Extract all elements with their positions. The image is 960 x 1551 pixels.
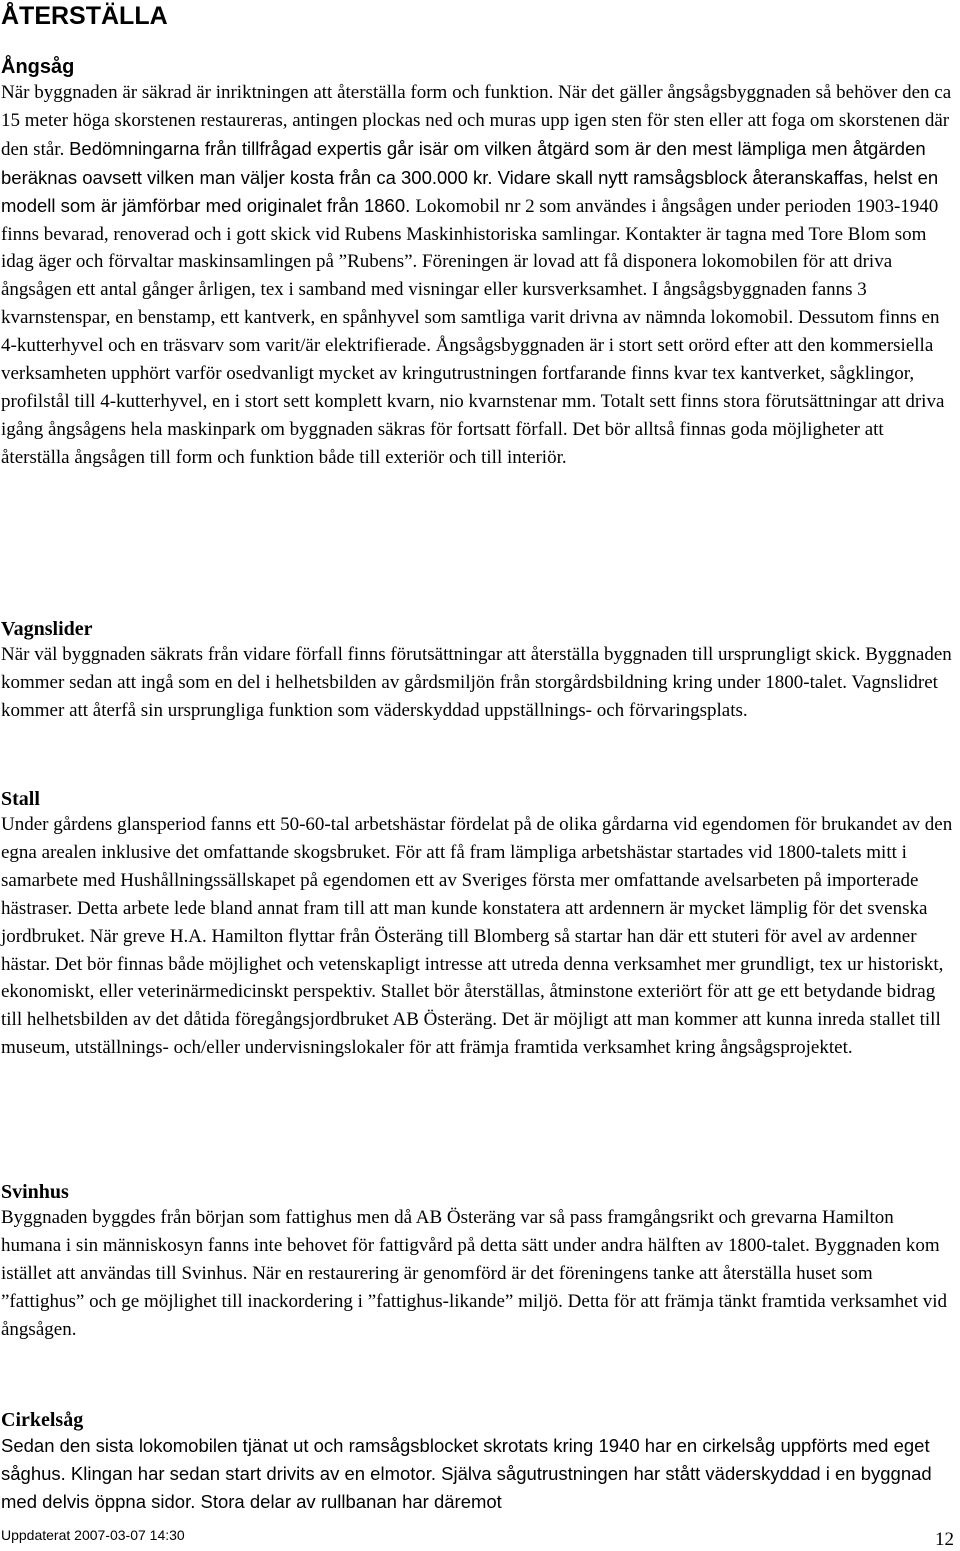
section-heading: Ångsåg [1, 56, 75, 78]
section-paragraph [1, 1432, 957, 1516]
section-svinhus [1, 1180, 957, 1344]
section-heading: Cirkelsåg [1, 1409, 84, 1431]
paragraph-run: Byggnaden byggdes från början som fattighus men då AB Österäng var så pass framgångsrikt och grevarna Hamilton humana i sin människosyn fanns inte behovet för fattigvård på detta sätt under andra hälften av 1800-talet. Byggnaden kom istället att användas till Svinhus. När en restaurering är genomförd är det föreningens tanke att återställa huset som ”fattighus” och ge möjlighet till inackordering i ”fattighus-likande” miljö. Detta för att främja tänkt framtida verksamhet vid ångsågen. [1, 1207, 952, 1340]
page-number: 12 [935, 1529, 954, 1550]
section-vagnslider [1, 617, 957, 725]
section-heading: Vagnslider [1, 618, 93, 640]
section-paragraph [1, 79, 957, 472]
paragraph-run: När väl byggnaden säkrats från vidare förfall finns förutsättningar att återställa byggnaden till ursprungligt skick. Byggnaden kommer sedan att ingå som en del i helhetsbilden av gårdsmiljön från storgårdsbildning kring under 1800-talet. Vagnslidret kommer att återfå sin ursprungliga funktion som väderskyddad uppställnings- och förvaringsplats. [1, 644, 957, 721]
section-paragraph [1, 641, 957, 725]
section-paragraph [1, 811, 957, 1062]
section-paragraph [1, 1204, 957, 1344]
footer-updated-timestamp: Uppdaterat 2007-03-07 14:30 [1, 1527, 185, 1543]
paragraph-run: Under gårdens glansperiod fanns ett 50-60-tal arbetshästar fördelat på de olika gårdarna vid egendomen för brukandet av den egna arealen inklusive det omfattande skogsbruket. För att få fram lämpliga arbetshästar startades vid 1800-talets mitt i samarbete med Hushållningssällskapet på egendomen ett av Sveriges första mer omfattande avelsarbeten på importerade hästraser. Detta arbete lede bland annat fram till att man kunde konstatera att ardennern är mycket lämplig för det svenska jordbruket. När greve H.A. Hamilton flyttar från Österäng till Blomberg så startar han där ett stuteri för avel av ardenner hästar. Det bör finnas både möjlighet och vetenskapligt intresse att utreda denna verksamhet mer grundligt, tex ur historiskt, ekonomiskt, eller veterinärmedicinskt perspektiv. Stallet bör återställas, åtminstone exteriört för att ge ett betydande bidrag till helhetsbilden av det dåtida föregångsjordbruket AB Österäng. Det är möjligt att man kommer att kunna inreda stallet till museum, utställnings- och/eller undervisningslokaler för att främja framtida verksamhet kring ångsågsprojektet. [1, 814, 957, 1059]
paragraph-run: När byggnaden är säkrad är inriktningen att återställa form och funktion. När det gäller ångsågsbyggnaden så behöver den ca 15 meter höga skorstenen restaureras, antingen plockas ned och muras upp igen sten för sten eller att foga om skorstenen där den står. [1, 82, 956, 160]
section-cirkelsag [1, 1408, 957, 1516]
paragraph-run: Lokomobil nr 2 som användes i ångsågen under perioden 1903-1940 finns bevarad, renoverad och i gott skick vid Rubens Maskinhistoriska samlingar. Kontakter är tagna med Tore Blom som idag äger och förvaltar maskinsamlingen på ”Rubens”. Föreningen är lovad att få disponera lokomobilen för att driva ångsågen ett antal gånger årligen, tex i samband med visningar eller kursverksamhet. I ångsågsbyggnaden fanns 3 kvarnstenspar, en benstamp, ett kantverk, en spånhyvel som samtliga varit drivna av nämnda lokomobil. Dessutom finns en 4-kutterhyvel och en träsvarv som varit/är elektrifierade. Ångsågsbyggnaden är i stort sett orörd efter att den kommersiella verksamheten upphört varför osedvanligt mycket av kringutrustningen fortfarande finns kvar tex kantverket, sågklingor, profilstål till 4-kutterhyvel, en i stort sett komplett kvarn, nio kvarnstenar mm. Totalt sett finns stora förutsättningar att driva igång ångsågens hela maskinpark om byggnaden säkras för fortsatt förfall. Det bör alltså finnas goda möjligheter att återställa ångsågen till form och funktion både till exteriör och till interiör. [1, 195, 950, 468]
section-heading: Stall [1, 788, 40, 810]
document-title: ÅTERSTÄLLA [1, 2, 168, 30]
section-angsag [1, 55, 957, 472]
paragraph-run: Bedömningarna från tillfrågad expertis går isär om vilken åtgärd som är den mest lämpliga men åtgärden beräknas oavsett vilken man väljer kosta från ca 300.000 kr. Vidare skall nytt ramsågsblock återanskaffas, helst en modell som är jämförbar med originalet från 1860. [1, 137, 944, 216]
section-stall [1, 787, 957, 1062]
section-heading: Svinhus [1, 1181, 69, 1203]
paragraph-run: Sedan den sista lokomobilen tjänat ut och ramsågsblocket skrotats kring 1940 har en cirkelsåg uppförts med eget såghus. Klingan har sedan start drivits av en elmotor. Själva sågutrustningen har stått väderskyddad i en byggnad med delvis öppna sidor. Stora delar av rullbanan har däremot [1, 1435, 937, 1512]
